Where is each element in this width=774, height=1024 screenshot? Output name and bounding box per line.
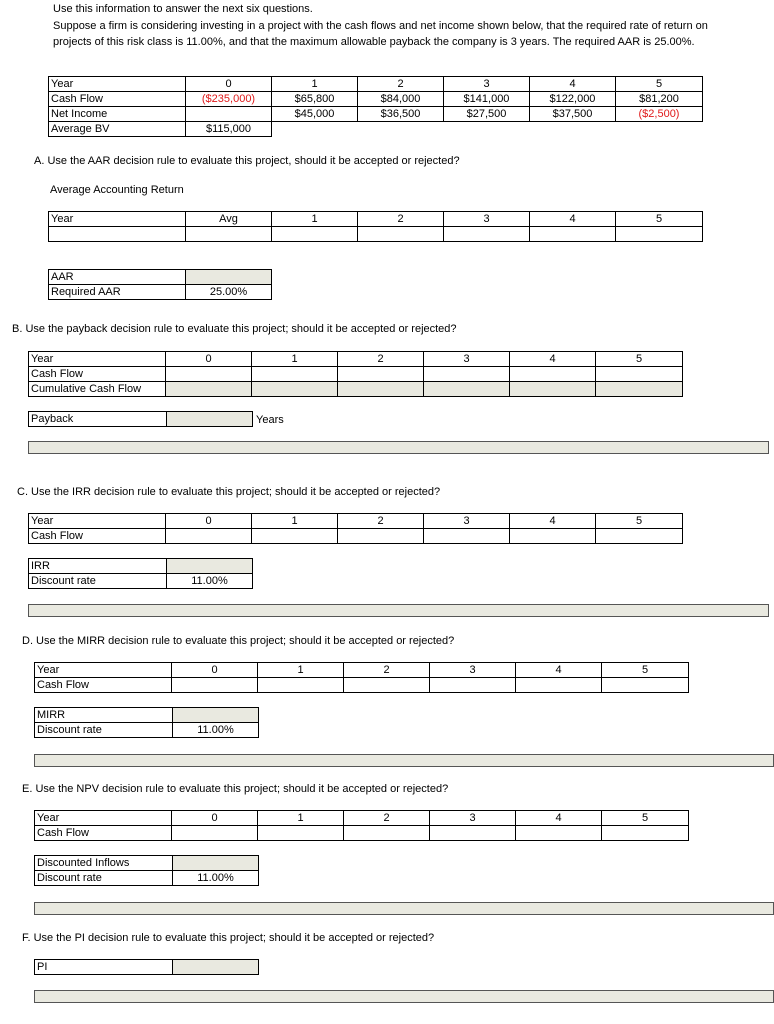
avg-header: Avg <box>186 212 272 227</box>
discount-rate-value: 11.00% <box>173 723 259 738</box>
aar-answer-input[interactable] <box>188 270 269 284</box>
discounted-inflows-answer-cell[interactable] <box>173 856 259 871</box>
mirr-cashflow-row <box>35 678 689 693</box>
cashflow-input-cell[interactable] <box>172 678 258 693</box>
cashflow-input[interactable] <box>512 367 593 381</box>
payback-decision-field[interactable] <box>28 441 769 454</box>
year-cell: 1 <box>272 77 358 92</box>
cashflow-input-cell[interactable] <box>258 678 344 693</box>
payback-cashflow-row <box>29 367 683 382</box>
part-a-question: A. Use the AAR decision rule to evaluate this project, should it be accepted or rejected? <box>34 155 460 167</box>
cashflow-input-cell[interactable] <box>430 678 516 693</box>
year-cell: 1 <box>252 514 338 529</box>
year-cell: 1 <box>258 663 344 678</box>
year-cell: 5 <box>602 811 689 826</box>
aar-year-input[interactable] <box>360 227 441 241</box>
npv-year-row <box>35 811 689 826</box>
row-label: Year <box>49 212 186 227</box>
cumulative-input[interactable] <box>426 382 507 396</box>
given-cashflow-row <box>49 92 703 107</box>
payback-result-table <box>28 411 253 427</box>
aar-input-cell[interactable] <box>530 227 616 242</box>
cashflow-input[interactable] <box>254 529 335 543</box>
cashflow-input-cell[interactable] <box>602 678 689 693</box>
year-cell: 0 <box>166 514 252 529</box>
mirr-answer-input[interactable] <box>175 708 256 722</box>
cashflow-input-cell[interactable] <box>344 826 430 841</box>
payback-answer-cell[interactable] <box>167 412 253 427</box>
cashflow-cell: $122,000 <box>530 92 616 107</box>
payback-year-row <box>29 352 683 367</box>
aar-input-cell[interactable] <box>272 227 358 242</box>
mirr-table <box>34 662 689 693</box>
cashflow-input-cell[interactable] <box>510 529 596 544</box>
cashflow-input-cell[interactable] <box>516 678 602 693</box>
mirr-answer-cell[interactable] <box>173 708 259 723</box>
cashflow-input[interactable] <box>518 678 599 692</box>
cumulative-input-cell[interactable] <box>166 382 252 397</box>
avg-input-cell[interactable] <box>186 227 272 242</box>
cashflow-input[interactable] <box>432 826 513 840</box>
cashflow-cell: $141,000 <box>444 92 530 107</box>
year-cell: 4 <box>510 352 596 367</box>
cashflow-input[interactable] <box>426 367 507 381</box>
pi-decision-field[interactable] <box>34 990 774 1003</box>
year-cell: 4 <box>516 663 602 678</box>
given-year-row <box>49 77 703 92</box>
mirr-label: MIRR <box>35 708 173 723</box>
aar-input-row <box>49 227 703 242</box>
cashflow-input[interactable] <box>174 678 255 692</box>
cashflow-input-cell[interactable] <box>430 826 516 841</box>
year-cell: 5 <box>596 514 683 529</box>
year-cell: 3 <box>430 663 516 678</box>
year-cell: 3 <box>430 811 516 826</box>
cashflow-input-cell[interactable] <box>338 367 424 382</box>
cashflow-input-cell[interactable] <box>252 529 338 544</box>
row-label: Cash Flow <box>35 826 172 841</box>
aar-label: AAR <box>49 270 186 285</box>
cashflow-input-cell[interactable] <box>596 529 683 544</box>
year-cell: 5 <box>602 663 689 678</box>
cashflow-input[interactable] <box>518 826 599 840</box>
cashflow-input-cell[interactable] <box>252 367 338 382</box>
part-f-question: F. Use the PI decision rule to evaluate this project; should it be accepted or rejected? <box>22 932 435 944</box>
cashflow-input[interactable] <box>432 678 513 692</box>
pi-result-table <box>34 959 259 975</box>
row-label: Year <box>35 811 172 826</box>
row-label: Cash Flow <box>29 367 166 382</box>
cashflow-input-cell[interactable] <box>172 826 258 841</box>
cashflow-input-cell[interactable] <box>424 529 510 544</box>
year-cell: 4 <box>516 811 602 826</box>
year-cell: 5 <box>616 212 703 227</box>
required-aar-label: Required AAR <box>49 285 186 300</box>
year-cell: 0 <box>166 352 252 367</box>
cashflow-input-cell[interactable] <box>424 367 510 382</box>
npv-result-table <box>34 855 259 886</box>
year-cell: 2 <box>358 77 444 92</box>
cashflow-input[interactable] <box>174 826 255 840</box>
discount-rate-label: Discount rate <box>35 723 173 738</box>
discount-rate-value: 11.00% <box>173 871 259 886</box>
cumulative-input-cell[interactable] <box>510 382 596 397</box>
aar-year-input[interactable] <box>532 227 613 241</box>
year-cell: 2 <box>344 811 430 826</box>
discount-rate-label: Discount rate <box>35 871 173 886</box>
mirr-year-row <box>35 663 689 678</box>
irr-answer-input[interactable] <box>169 559 250 573</box>
mirr-result-table <box>34 707 259 738</box>
year-cell: 2 <box>338 514 424 529</box>
part-a-subheading: Average Accounting Return <box>50 184 184 196</box>
row-label: Year <box>35 663 172 678</box>
cashflow-input-cell[interactable] <box>510 367 596 382</box>
netincome-cell: $27,500 <box>444 107 530 122</box>
part-c-question: C. Use the IRR decision rule to evaluate this project; should it be accepted or rejected? <box>17 486 441 498</box>
year-cell: 1 <box>272 212 358 227</box>
netincome-cell: $45,000 <box>272 107 358 122</box>
year-cell: 2 <box>338 352 424 367</box>
cashflow-cell: $84,000 <box>358 92 444 107</box>
npv-table <box>34 810 689 841</box>
aar-answer-cell[interactable] <box>186 270 272 285</box>
cumulative-input-cell[interactable] <box>596 382 683 397</box>
aar-table <box>48 211 703 242</box>
year-cell: 2 <box>358 212 444 227</box>
netincome-cell: ($2,500) <box>616 107 703 122</box>
discounted-inflows-input[interactable] <box>175 856 256 870</box>
cashflow-input[interactable] <box>168 529 249 543</box>
payback-answer-input[interactable] <box>169 412 250 426</box>
payback-label: Payback <box>29 412 167 427</box>
aar-year-input[interactable] <box>618 227 700 241</box>
irr-label: IRR <box>29 559 167 574</box>
cumulative-input[interactable] <box>254 382 335 396</box>
cumulative-input[interactable] <box>340 382 421 396</box>
aar-input-cell[interactable] <box>358 227 444 242</box>
pi-label: PI <box>35 960 173 975</box>
aar-year-row <box>49 212 703 227</box>
payback-cumulative-row <box>29 382 683 397</box>
irr-table <box>28 513 683 544</box>
cashflow-cell: $65,800 <box>272 92 358 107</box>
aar-year-input[interactable] <box>446 227 527 241</box>
year-cell: 3 <box>444 77 530 92</box>
cashflow-input[interactable] <box>512 529 593 543</box>
cashflow-input[interactable] <box>340 367 421 381</box>
cashflow-input-cell[interactable] <box>596 367 683 382</box>
year-cell: 3 <box>424 514 510 529</box>
netincome-cell <box>186 107 272 122</box>
given-netincome-row <box>49 107 703 122</box>
year-cell: 0 <box>172 811 258 826</box>
irr-cashflow-row <box>29 529 683 544</box>
aar-input-cell[interactable] <box>616 227 703 242</box>
cashflow-input[interactable] <box>598 529 680 543</box>
row-label-input[interactable] <box>49 227 186 242</box>
year-cell: 1 <box>258 811 344 826</box>
cashflow-input-cell[interactable] <box>258 826 344 841</box>
npv-cashflow-row <box>35 826 689 841</box>
discount-rate-value: 11.00% <box>167 574 253 589</box>
npv-decision-field[interactable] <box>34 902 774 915</box>
cashflow-input-cell[interactable] <box>166 367 252 382</box>
cashflow-input-cell[interactable] <box>602 826 689 841</box>
pi-answer-input[interactable] <box>175 960 256 974</box>
cashflow-input[interactable] <box>340 529 421 543</box>
given-averagebv-row <box>49 122 703 137</box>
cashflow-input[interactable] <box>426 529 507 543</box>
cashflow-input[interactable] <box>346 678 427 692</box>
row-label: Average BV <box>49 122 186 137</box>
cumulative-input-cell[interactable] <box>338 382 424 397</box>
cumulative-input[interactable] <box>512 382 593 396</box>
row-label: Year <box>49 77 186 92</box>
cashflow-input[interactable] <box>260 826 341 840</box>
year-cell: 5 <box>596 352 683 367</box>
payback-table <box>28 351 683 397</box>
part-b-question: B. Use the payback decision rule to evaluate this project; should it be accepted or rejected? <box>12 323 457 335</box>
irr-year-row <box>29 514 683 529</box>
intro-line-2: Suppose a firm is considering investing in a project with the cash flows and net income shown below, that the required rate of return on <box>53 20 708 32</box>
cumulative-input-cell[interactable] <box>424 382 510 397</box>
year-cell: 0 <box>172 663 258 678</box>
year-cell: 1 <box>252 352 338 367</box>
row-label: Net Income <box>49 107 186 122</box>
cashflow-input[interactable] <box>260 678 341 692</box>
irr-decision-field[interactable] <box>28 604 769 617</box>
averagebv-cell: $115,000 <box>186 122 272 137</box>
row-label: Cash Flow <box>35 678 172 693</box>
year-cell: 4 <box>530 212 616 227</box>
pi-answer-cell[interactable] <box>173 960 259 975</box>
discount-rate-label: Discount rate <box>29 574 167 589</box>
cashflow-input[interactable] <box>604 826 686 840</box>
cumulative-input-cell[interactable] <box>252 382 338 397</box>
year-cell: 4 <box>530 77 616 92</box>
aar-result-table <box>48 269 272 300</box>
cumulative-input[interactable] <box>598 382 680 396</box>
year-cell: 3 <box>424 352 510 367</box>
cashflow-input[interactable] <box>168 367 249 381</box>
year-cell: 4 <box>510 514 596 529</box>
cashflow-input-cell[interactable] <box>344 678 430 693</box>
row-label: Cumulative Cash Flow <box>29 382 166 397</box>
cashflow-input[interactable] <box>254 367 335 381</box>
year-cell: 5 <box>616 77 703 92</box>
cashflow-cell: ($235,000) <box>186 92 272 107</box>
given-data-table <box>48 76 703 137</box>
row-label: Cash Flow <box>29 529 166 544</box>
netincome-cell: $36,500 <box>358 107 444 122</box>
part-d-question: D. Use the MIRR decision rule to evaluate this project; should it be accepted or rejected? <box>22 635 455 647</box>
cashflow-input-cell[interactable] <box>338 529 424 544</box>
avg-input[interactable] <box>188 227 269 241</box>
discounted-inflows-label: Discounted Inflows <box>35 856 173 871</box>
year-cell: 2 <box>344 663 430 678</box>
required-aar-value: 25.00% <box>186 285 272 300</box>
irr-answer-cell[interactable] <box>167 559 253 574</box>
year-cell: 0 <box>186 77 272 92</box>
row-label: Cash Flow <box>49 92 186 107</box>
aar-year-input[interactable] <box>274 227 355 241</box>
cashflow-input-cell[interactable] <box>166 529 252 544</box>
part-e-question: E. Use the NPV decision rule to evaluate this project; should it be accepted or rejected? <box>22 783 449 795</box>
intro-line-3: projects of this risk class is 11.00%, and that the maximum allowable payback the company is 3 years. The required AAR is 25.00%. <box>53 36 695 48</box>
irr-result-table <box>28 558 253 589</box>
row-label: Year <box>29 514 166 529</box>
cumulative-input[interactable] <box>168 382 249 396</box>
cashflow-cell: $81,200 <box>616 92 703 107</box>
row-label: Year <box>29 352 166 367</box>
aar-row-label-input[interactable] <box>51 227 183 241</box>
aar-input-cell[interactable] <box>444 227 530 242</box>
netincome-cell: $37,500 <box>530 107 616 122</box>
payback-years-unit: Years <box>256 414 284 426</box>
intro-line-1: Use this information to answer the next six questions. <box>53 3 313 15</box>
cashflow-input[interactable] <box>598 367 680 381</box>
cashflow-input-cell[interactable] <box>516 826 602 841</box>
mirr-decision-field[interactable] <box>34 754 774 767</box>
cashflow-input[interactable] <box>346 826 427 840</box>
year-cell: 3 <box>444 212 530 227</box>
cashflow-input[interactable] <box>604 678 686 692</box>
